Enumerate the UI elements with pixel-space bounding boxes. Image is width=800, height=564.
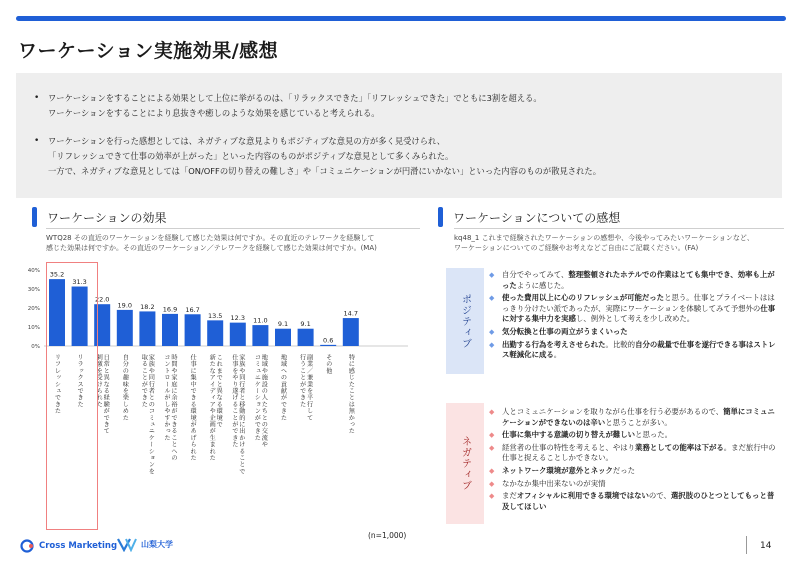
bar [275,329,291,346]
comment-text: 人とコミュニケーションを取りながら仕事を行う必要があるので、 [502,407,724,416]
category-label: 仕事をやり遂げることができた [230,354,238,448]
comment-emphasis: 自分の裁量で仕事を遂行できる事はストレス軽減化に成る [502,339,776,360]
comment-item [489,479,779,490]
comment-emphasis: 出勤する行為を考えさせられた [502,339,606,349]
comment-item [489,327,779,338]
category-label: これまでと異なる環境で [215,354,223,428]
comment-text: まだ [502,491,517,501]
category-label: 刺激を受けられた [95,354,103,408]
comment-text: し、例外として考えを少し改めた。 [575,314,695,324]
bar-value-label: 14.7 [343,309,359,318]
category-label: 日常と異なる経験ができて [102,354,110,435]
effects-section-title: ワーケーションの効果 [47,210,167,225]
category-label: 地域や施設の人たちとの交流や [260,354,268,448]
impressions-section-header [438,207,620,227]
logo1-text: Cross Marketing [39,541,118,551]
negative-comments [489,407,779,514]
sample-size-note: (n=1,000) [368,531,407,540]
category-label: コントロールがしやすかった [163,354,170,442]
bar [298,329,314,346]
category-label: その他 [324,354,332,375]
bar [185,314,201,346]
y-tick-label: 40% [28,268,40,274]
comment-item [489,466,779,477]
category-label: 自分の趣味を楽しめた [121,354,129,421]
yamanashi-univ-logo [116,536,173,552]
comment-emphasis: 選択肢のひとつとしてもっと普及してほしい [502,491,775,511]
positive-label: ポジティブ [459,293,471,349]
bar-value-label: 13.5 [207,311,223,320]
effects-question-line: WTQ28 その直近のワーケーションを経験して感じた効果は何ですか。その直近のテレワークを経験して [46,234,375,242]
summary-line: • ワーケーションをすることによる効果として上位に挙がるのは、「リラックスできた」「リフレッシュできた」でともに3割を超える。 [48,93,542,103]
summary-line: • ワーケーションを行った感想としては、ネガティブな意見よりもポジティブな意見の方が多く見受けられ、 [48,136,446,146]
y-tick-label: 30% [28,287,40,293]
section-divider [46,228,420,229]
top-accent-bar [16,16,786,21]
bar [117,310,133,346]
effects-section-header [32,207,167,227]
summary-list [34,91,764,192]
y-tick-label: 0% [31,344,40,350]
category-label: リフレッシュできた [53,354,61,415]
comment-text: だった [612,465,636,475]
comment-emphasis: オフィシャルに利用できる環境ではない [516,491,649,501]
bar [230,323,246,346]
comment-text: 。 [553,350,562,360]
page-title: ワーケーション実施効果/感想 [18,40,279,62]
logo2-text: 山梨大学 [141,539,173,549]
comment-emphasis: 業務としての能率は下がる [635,442,724,452]
negative-label: ネガティブ [459,436,471,491]
summary-line: 「リフレッシュできて仕事の効率が上がった」といった内容のものがポジティブな意見として多くみられた。 [48,151,454,161]
summary-bullet [34,91,764,121]
comment-emphasis: 気分転換と仕事の両立がうまくいった [502,326,628,336]
category-label: 特に感じたことは無かった [347,354,355,435]
comment-text: 。比較的 [605,339,636,349]
comment-item [489,407,779,428]
comment-text: 。まだ旅行中の仕事と捉えることしかできない。 [502,442,776,463]
bar-value-label: 18.2 [140,302,155,311]
summary-bullet [34,134,764,179]
positive-label-box [446,268,484,374]
bar-value-label: 16.9 [162,305,178,314]
top-items-highlight [46,262,98,530]
category-label: リラックスできた [76,354,84,408]
effects-question [46,233,377,253]
bar-value-label: 9.1 [300,320,311,329]
bar [252,325,268,346]
summary-line: 一方で、ネガティブな意見としては「ON/OFFの切り替えの難しさ」や「コミュニケーションが円滑にいかない」といった内容のものが散見された。 [48,166,601,176]
comment-emphasis: 仕事に集中する意識の切り替えが難しい [502,430,636,440]
bar [139,311,155,346]
bar [343,318,359,346]
comment-text: と思うことが多い。 [605,417,672,427]
category-label: 副業／兼業を平行して [305,354,313,421]
bar-value-label: 19.0 [117,301,133,310]
y-tick-label: 20% [28,306,40,312]
impressions-section-title: ワーケーションについての感想 [453,210,621,225]
comment-text: ので、 [648,491,671,501]
y-tick-label: 10% [28,325,40,331]
category-label: コミュニケーションができた [253,354,261,442]
comment-emphasis: 仕事に対する集中力を実感 [502,303,776,324]
comment-item [489,491,779,512]
category-label: 地域への貢献ができた [279,354,287,421]
comment-item [489,443,779,464]
section-accent-bar [32,207,37,227]
bar [207,320,223,346]
impressions-question-line: ワーケーションについてのご経験やお考えなどご自由にご記載ください。(FA) [454,244,699,252]
cross-marketing-mark-icon [20,539,36,553]
category-label: 家族や同行者と移動的に出かけることで [237,354,245,475]
category-label: 新たなアイディアや企画が生まれた [208,354,216,462]
category-label: 取ることができた [140,354,148,408]
bar-value-label: 12.3 [230,314,246,323]
summary-box [16,73,782,198]
negative-label-box [446,403,484,524]
university-mark-icon [116,536,138,552]
category-label: 時間や家庭に余裕ができることへの [170,354,177,462]
bar-value-label: 16.7 [185,305,200,314]
section-accent-bar [438,207,443,227]
page-separator [746,536,747,554]
bar-value-label: 0.6 [323,336,334,345]
page-number: 14 [760,541,772,551]
comment-emphasis: 簡単にコミュニケーションができないのは辛い [502,407,775,427]
positive-comments [489,270,779,363]
comment-emphasis: 整理整頓されたホテルでの作業はとても集中でき、効率も上がった [502,270,775,290]
comment-item [489,430,779,441]
impressions-question [454,233,754,253]
category-label: 行うことができた [298,354,306,408]
section-divider [454,228,784,229]
bar-value-label: 35.2 [49,270,65,279]
comment-text: と思う。仕事とプライベートははっきり分けたい派であったが、実際にワーケーションを体験してみて予想外の [502,293,775,313]
bar [320,345,336,346]
comment-emphasis: 使った費用以上に心のリフレッシュが可能だった [502,293,665,303]
summary-line: ワーケーションをすることにより息抜きや癒しのような効果を感じていると考えられる。 [48,108,380,118]
effects-question-line: 感じた効果は何ですか。その直近のワーケーション／テレワークを経験して感じた効果は何ですか。(MA) [46,244,377,252]
bar-value-label: 11.0 [253,316,268,325]
bar-value-label: 31.3 [72,278,87,287]
comment-text: 経営者の仕事の特性を考えると、やはり [502,442,636,452]
cross-marketing-logo [20,539,117,553]
impressions-question-line: kq48_1 これまで経験されたワーケーションの感想や、今後やってみたいワーケーションなど、 [454,234,754,242]
comment-item [489,340,779,361]
comment-text: 自分でやってみて、 [502,270,569,279]
bar-value-label: 9.1 [277,320,289,329]
bar-value-label: 22.0 [94,295,110,304]
comment-text: と思った。 [635,430,673,440]
comment-item [489,270,779,291]
category-label: 家族や同行者とのコミュニケーションを [147,354,155,475]
comment-text: なかなか集中出来ないのが実情 [502,478,606,488]
category-label: 仕事に集中できる環境があげられた [189,354,197,462]
comment-text: ように感じた。 [516,280,569,290]
comment-item [489,293,779,325]
comment-emphasis: ネットワーク環境が意外とネック [502,465,613,475]
bar [162,314,178,346]
